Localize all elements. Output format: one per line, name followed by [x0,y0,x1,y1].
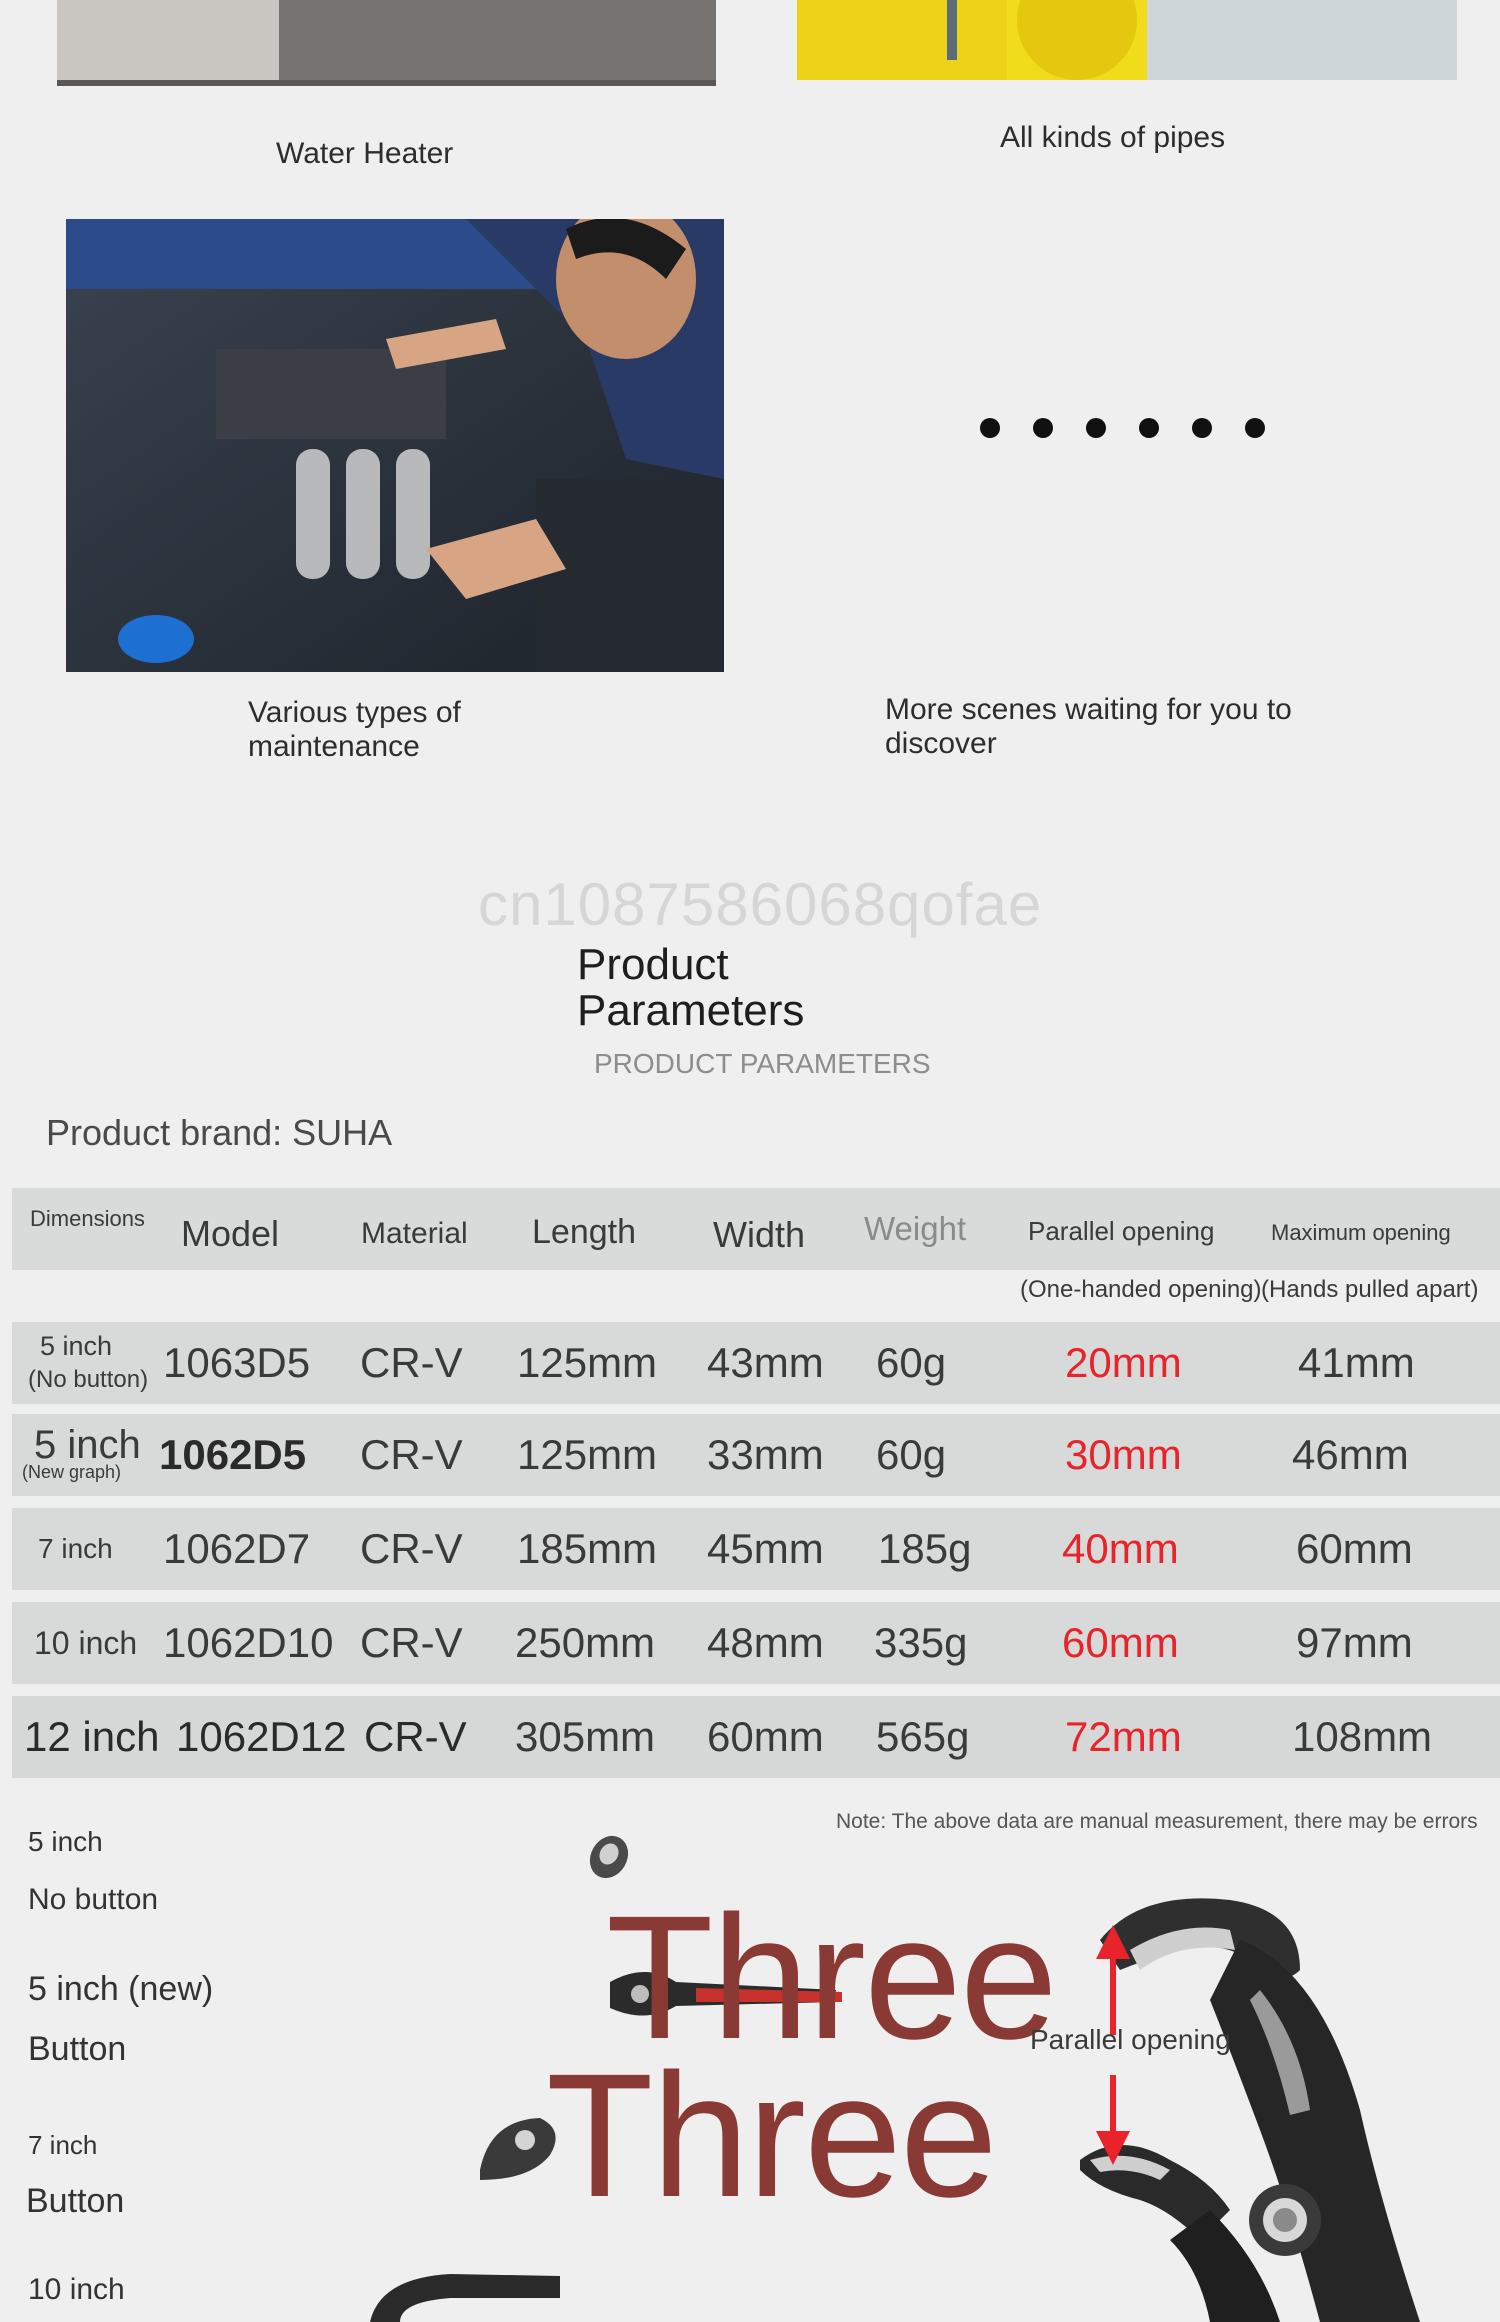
more-scenes-dots [980,418,1265,438]
cell-weight: 565g [876,1713,970,1760]
cell-width: 43mm [707,1339,824,1386]
cell-size: 5 inch [34,1423,141,1467]
cell-parallel-opening: 40mm [1062,1525,1179,1572]
cell-material: CR-V [360,1619,463,1666]
pliers-bottom-icon [360,2268,600,2322]
cell-parallel-opening: 20mm [1065,1339,1182,1386]
three-text-1: Three [606,1880,1056,2076]
table-row [12,1508,1500,1590]
cell-length: 125mm [517,1431,658,1478]
header-length: Length [532,1213,636,1251]
label-10-inch: 10 inch [28,2273,125,2306]
parallel-opening-label: Parallel opening [1030,2024,1231,2055]
label-button: Button [28,2030,127,2068]
table-row [12,1696,1500,1778]
water-heater-photo [57,0,716,86]
cell-parallel-opening: 30mm [1065,1431,1182,1478]
cell-parallel-opening: 72mm [1065,1713,1182,1760]
cell-width: 60mm [707,1713,824,1760]
cell-length: 250mm [515,1619,656,1666]
cell-width: 45mm [707,1525,824,1572]
subheader-hands-apart: (Hands pulled apart) [1261,1276,1479,1303]
table-row [12,1322,1500,1404]
section-title: Product Parameters [577,940,805,1035]
cell-size-note: (New graph) [22,1462,122,1482]
three-text-2: Three [546,2038,996,2234]
cell-maximum-opening: 108mm [1292,1713,1433,1760]
header-parallel-opening: Parallel opening [1028,1216,1215,1246]
cell-size: 7 inch [38,1533,113,1564]
cell-length: 185mm [517,1525,658,1572]
cell-size: 5 inch [40,1331,113,1361]
cell-model: 1063D5 [163,1339,311,1386]
header-dimensions: Dimensions [30,1206,145,1231]
cell-length: 305mm [515,1713,656,1760]
cell-material: CR-V [364,1713,467,1760]
cell-weight: 60g [876,1339,947,1386]
table-row [12,1602,1500,1684]
watermark: cn1087586068qofae [478,871,1043,938]
cell-model: 1062D5 [159,1431,307,1478]
cell-length: 125mm [517,1339,658,1386]
cell-parallel-opening: 60mm [1062,1619,1179,1666]
cell-weight: 335g [874,1619,968,1666]
measurement-note: Note: The above data are manual measurement, there may be errors [836,1810,1478,1833]
pliers-small-icon [584,1832,634,1882]
pipes-photo [797,0,1457,80]
maintenance-photo [66,219,724,672]
cell-width: 48mm [707,1619,824,1666]
cell-width: 33mm [707,1431,824,1478]
label-5-inch: 5 inch [28,1826,103,1857]
table-row [12,1414,1500,1496]
cell-size: 12 inch [24,1713,160,1760]
cell-size-note: (No button) [28,1366,149,1393]
label-no-button: No button [28,1883,159,1916]
cell-maximum-opening: 97mm [1296,1619,1413,1666]
header-maximum-opening: Maximum opening [1271,1220,1451,1245]
cell-material: CR-V [360,1431,463,1478]
scene-caption-maintenance: Various types of maintenance [248,696,461,763]
scene-caption-more-scenes: More scenes waiting for you to discover [885,693,1292,760]
header-material: Material [361,1217,468,1250]
subheader-one-handed: (One-handed opening) [1020,1276,1262,1303]
cell-weight: 185g [878,1525,972,1572]
cell-model: 1062D12 [176,1713,347,1760]
cell-size: 10 inch [34,1624,138,1661]
cell-model: 1062D10 [163,1619,334,1666]
scene-caption-pipes: All kinds of pipes [1000,121,1226,154]
cell-maximum-opening: 41mm [1298,1339,1415,1386]
label-button-2: Button [26,2182,125,2220]
section-subtitle: PRODUCT PARAMETERS [594,1048,931,1079]
header-model: Model [181,1213,280,1254]
cell-maximum-opening: 46mm [1292,1431,1409,1478]
header-width: Width [713,1214,806,1255]
cell-material: CR-V [360,1339,463,1386]
product-brand: Product brand: SUHA [46,1112,393,1153]
cell-model: 1062D7 [163,1525,311,1572]
cell-material: CR-V [360,1525,463,1572]
cell-maximum-opening: 60mm [1296,1525,1413,1572]
cell-weight: 60g [876,1431,947,1478]
scene-caption-water-heater: Water Heater [276,137,454,170]
label-7-inch: 7 inch [28,2130,98,2160]
header-weight: Weight [864,1210,967,1247]
label-5-inch-new: 5 inch (new) [28,1970,214,2008]
